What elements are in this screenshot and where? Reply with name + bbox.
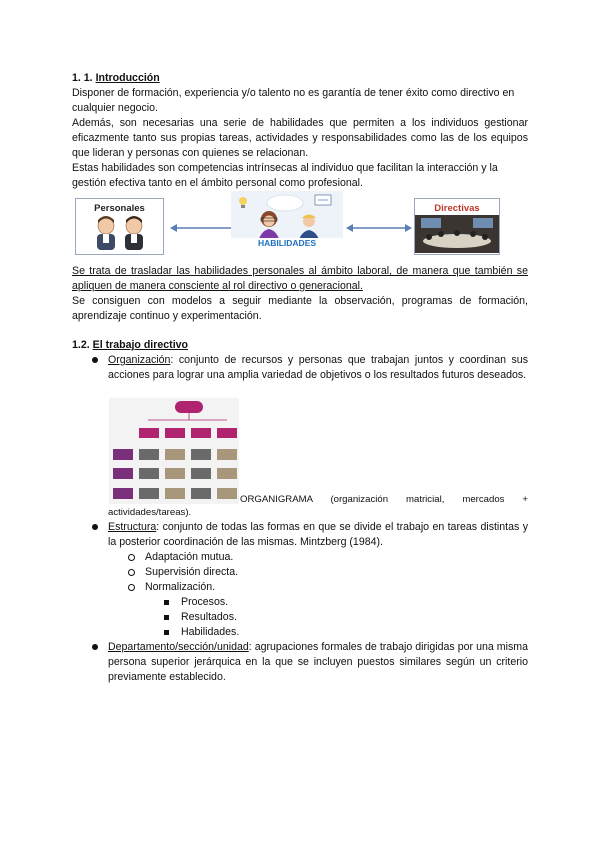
bullet-dot-icon xyxy=(92,357,98,363)
section-heading-trabajo-directivo xyxy=(72,338,528,353)
skills-diagram xyxy=(72,195,528,263)
people-illustration xyxy=(76,214,163,254)
bullet-dot-icon xyxy=(92,524,98,530)
personales-box xyxy=(75,198,164,255)
bullet-organizacion-text xyxy=(108,353,528,383)
section-heading-introduccion xyxy=(72,71,528,86)
cloud-icon xyxy=(267,195,303,211)
personales-label: Personales xyxy=(94,203,145,214)
meeting-room-illustration xyxy=(415,215,499,253)
org-matrix-diagram xyxy=(109,398,239,504)
bullet-estructura-text xyxy=(108,520,528,550)
intro-paragraph-1: Disponer de formación, experiencia y/o talento no es garantía de tener éxito como directivo en cualquier negocio. xyxy=(72,87,515,114)
person-1-icon xyxy=(97,216,115,250)
habilidades-image xyxy=(231,191,343,248)
habilidades-label: HABILIDADES xyxy=(231,238,343,248)
org-row-headers xyxy=(113,449,133,499)
bullet-dot-icon xyxy=(92,644,98,650)
document-page: 1. 1. Introducción Disponer de formación, experiencia y/o talento no es garantía de tener éxito como directivo en cualquier negocio. Además, son necesarias una serie de habilidades que permiten a los individuos gestionar eficazmente tanto sus propias tareas, actividades y responsabilidades como las de los equipos que lideran y personas con quienes se relacionan. Estas habilidades son competencias intrínsecas al individuo que facilitan la interacción y la gestión efectiva tanto en el ámbito personal como profesional. Personales HABILIDADES Directivas Se trata de trasladar las habilidades personales al ámbito laboral, de manera que también se apliquen de manera consciente al rol directivo o generacional. Se consiguen con modelos a seguir mediante la observación, programas de formación, aprendizaje continuo y experimentación. 1.2. El trabajo directivo Organización: conjunto de recursos y personas que trabajan juntos y coordinan sus acciones para lograr una amplia variedad de objetivos o los resultados futuros deseados. ORGANIGRAMA (organización matricial, mercados + actividades/tareas). Estructura: conjunto de todas las formas en que se divide el trabajo en tareas distintas y la posterior coordinación de las mismas. Mintzberg (1984). Adaptación mutua. Supervisión directa. Normalización. Procesos. Resultados. Habilidades. Departamento/sección/unidad: agrupaciones formales de trabajo dirigidas por una misma persona superior jerárquica en la que se incluyen puestos similares según un criterio previamente establecido. xyxy=(72,72,528,683)
directivas-label: Directivas xyxy=(434,203,480,214)
definition-organizacion: : conjunto de recursos y personas que trabajan juntos y coordinan sus acciones para lograr una amplia variedad de objetivos o los resultados futuros deseados. xyxy=(108,354,528,381)
definition-departamento: : agrupaciones formales de trabajo dirigidas por una misma persona superior jerárquica en la que se incluyen puestos similares según un criterio previamente establecido. xyxy=(108,641,528,683)
formula-board-icon xyxy=(315,195,331,205)
heading-number: 1. 1. xyxy=(72,72,93,84)
intro-paragraph-3: Estas habilidades son competencias intrínsecas al individuo que facilitan la interacción y la gestión efectiva tanto en el ámbito personal como profesional. xyxy=(72,162,498,189)
square-bullet-icon xyxy=(164,600,169,605)
square-bullet-icon xyxy=(164,630,169,635)
heading-number-2: 1.2. xyxy=(72,339,90,351)
org-top-node xyxy=(175,401,203,413)
term-organizacion: Organización xyxy=(108,354,171,366)
heading-title-2: El trabajo directivo xyxy=(92,339,188,351)
term-departamento: Departamento/sección/unidad xyxy=(108,641,249,653)
double-arrow-right-icon xyxy=(346,222,412,234)
bullet-departamento-text xyxy=(108,640,528,685)
term-estructura: Estructura xyxy=(108,521,157,533)
circle-bullet-icon xyxy=(128,584,135,591)
heading-title: Introducción xyxy=(95,72,160,84)
circle-bullet-icon xyxy=(128,569,135,576)
circle-bullet-icon xyxy=(128,554,135,561)
organigrama-chart xyxy=(109,398,239,504)
definition-estructura: : conjunto de todas las formas en que se divide el trabajo en tareas distintas y la posterior coordinación de las mismas. Mintzberg (1984). xyxy=(108,521,528,548)
square-bullet-icon xyxy=(164,615,169,620)
paragraph-trasladar: Se trata de trasladar las habilidades personales al ámbito laboral, de manera que también se apliquen de manera consciente al rol directivo o generacional. xyxy=(72,265,528,292)
person-2-icon xyxy=(125,216,143,250)
organigrama-caption-line2: actividades/tareas). xyxy=(108,507,192,518)
paragraph-modelos: Se consiguen con modelos a seguir mediante la observación, programas de formación, aprendizaje continuo y experimentación. xyxy=(72,295,528,322)
organigrama-caption-line1: ORGANIGRAMA (organización matricial, mercados + xyxy=(240,494,528,505)
directivas-box xyxy=(414,198,500,255)
intro-paragraph-2: Además, son necesarias una serie de habilidades que permiten a los individuos gestionar eficazmente tanto sus propias tareas, actividades y responsabilidades como las de los equipos que lideran y personas con quienes se relacionan. xyxy=(72,117,528,159)
